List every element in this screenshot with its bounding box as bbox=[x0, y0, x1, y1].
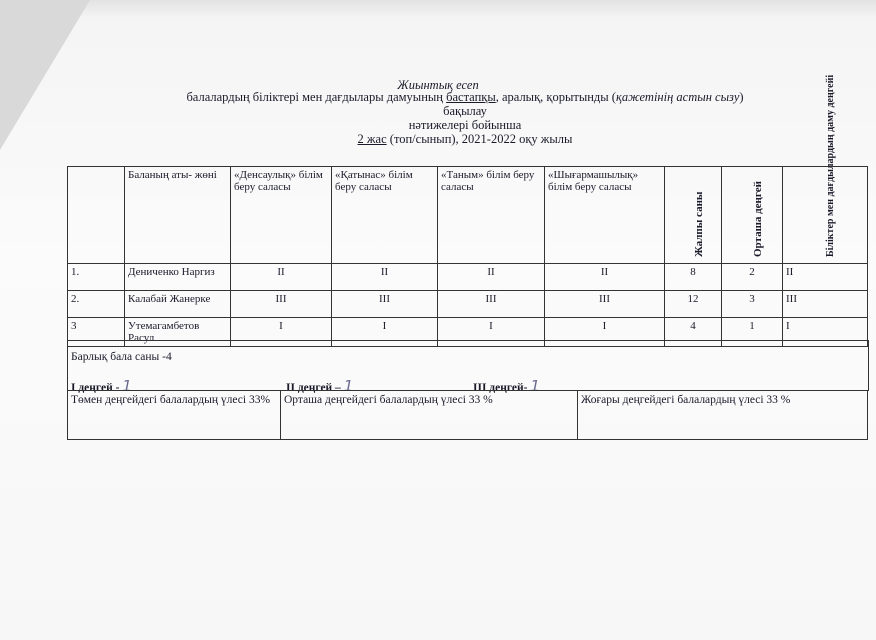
header-total: Жалпы саны bbox=[693, 191, 705, 257]
row-num: 1. bbox=[68, 264, 125, 291]
row-health: III bbox=[231, 291, 332, 318]
row-cognition: I bbox=[438, 318, 545, 347]
scan-top-shadow bbox=[0, 0, 876, 18]
subtitle-underlined: бастапқы bbox=[446, 90, 496, 104]
row-name: Дениченко Наргиз bbox=[125, 264, 231, 291]
row-num: 3 bbox=[68, 318, 125, 347]
header-name: Баланың аты- жөні bbox=[125, 167, 231, 264]
row-name: Калабай Жанерке bbox=[125, 291, 231, 318]
subtitle-text-3: ) bbox=[739, 90, 744, 104]
level-2-label: II деңгей – bbox=[286, 382, 341, 394]
report-title: Жиынтық есеп bbox=[397, 78, 479, 92]
header-level: Біліктер мен дағдылардың даму деңгейі bbox=[825, 74, 836, 257]
row-level: II bbox=[783, 264, 868, 291]
header-health: «Денсаулық» білім беру саласы bbox=[231, 167, 332, 264]
row-average: 1 bbox=[722, 318, 783, 347]
header-num bbox=[68, 167, 125, 264]
row-average: 3 bbox=[722, 291, 783, 318]
row-communication: II bbox=[332, 264, 438, 291]
shares-table bbox=[67, 390, 868, 440]
subtitle-line3: нәтижелері бойынша bbox=[408, 118, 522, 132]
subtitle-age: 2 жас bbox=[357, 132, 387, 146]
header-average-cell bbox=[722, 167, 783, 264]
header-level-cell bbox=[783, 74, 868, 264]
header-average: Орташа деңгей bbox=[752, 181, 764, 257]
row-health: I bbox=[231, 318, 332, 347]
level-2-value: 1 bbox=[343, 377, 354, 395]
table-row bbox=[68, 291, 868, 318]
row-creativity: I bbox=[545, 318, 665, 347]
row-total: 12 bbox=[665, 291, 722, 318]
level-3-value: 1 bbox=[530, 377, 540, 395]
header-cognition: «Таным» білім беру саласы bbox=[438, 167, 545, 264]
row-total: 8 bbox=[665, 264, 722, 291]
share-high: Жоғары деңгейдегі балалардың үлесі 33 % bbox=[578, 391, 868, 440]
subtitle-line2: бақылау bbox=[443, 104, 487, 118]
table-row bbox=[68, 264, 868, 291]
row-average: 2 bbox=[722, 264, 783, 291]
row-creativity: III bbox=[545, 291, 665, 318]
header-total-cell bbox=[665, 167, 722, 264]
header-creativity: «Шығармашылық» білім беру саласы bbox=[545, 167, 665, 264]
row-total: 4 bbox=[665, 318, 722, 347]
level-1-value: 1 bbox=[122, 377, 132, 395]
level-3-label: III деңгей- bbox=[473, 382, 528, 394]
row-cognition: II bbox=[438, 264, 545, 291]
subtitle-italic: қажетінің астын сызу bbox=[615, 90, 740, 104]
share-mid: Орташа деңгейдегі балалардың үлесі 33 % bbox=[281, 391, 578, 440]
share-low: Төмен деңгейдегі балалардың үлесі 33% bbox=[68, 391, 281, 440]
row-cognition: III bbox=[438, 291, 545, 318]
shares-row bbox=[68, 391, 868, 440]
row-creativity: II bbox=[545, 264, 665, 291]
table-header-row bbox=[68, 167, 868, 264]
subtitle-group-year: (топ/сынып), 2021-2022 оқу жылы bbox=[386, 132, 573, 146]
level-1-label: I деңгей - bbox=[71, 382, 120, 394]
row-num: 2. bbox=[68, 291, 125, 318]
subtitle-text-1: балалардың біліктері мен дағдылары дамуының bbox=[186, 90, 447, 104]
header-communication: «Қатынас» білім беру саласы bbox=[332, 167, 438, 264]
row-communication: III bbox=[332, 291, 438, 318]
subtitle-text-2: , аралық, қорытынды ( bbox=[495, 90, 616, 104]
summary-block bbox=[67, 340, 869, 395]
row-level: III bbox=[783, 291, 868, 318]
row-communication: I bbox=[332, 318, 438, 347]
folded-corner bbox=[0, 0, 90, 150]
row-level: I bbox=[783, 318, 868, 347]
total-children: Барлық бала саны -4 bbox=[71, 351, 172, 363]
row-health: II bbox=[231, 264, 332, 291]
row-name: Утемагамбетов Расул bbox=[125, 318, 231, 347]
report-subtitle bbox=[95, 90, 835, 146]
